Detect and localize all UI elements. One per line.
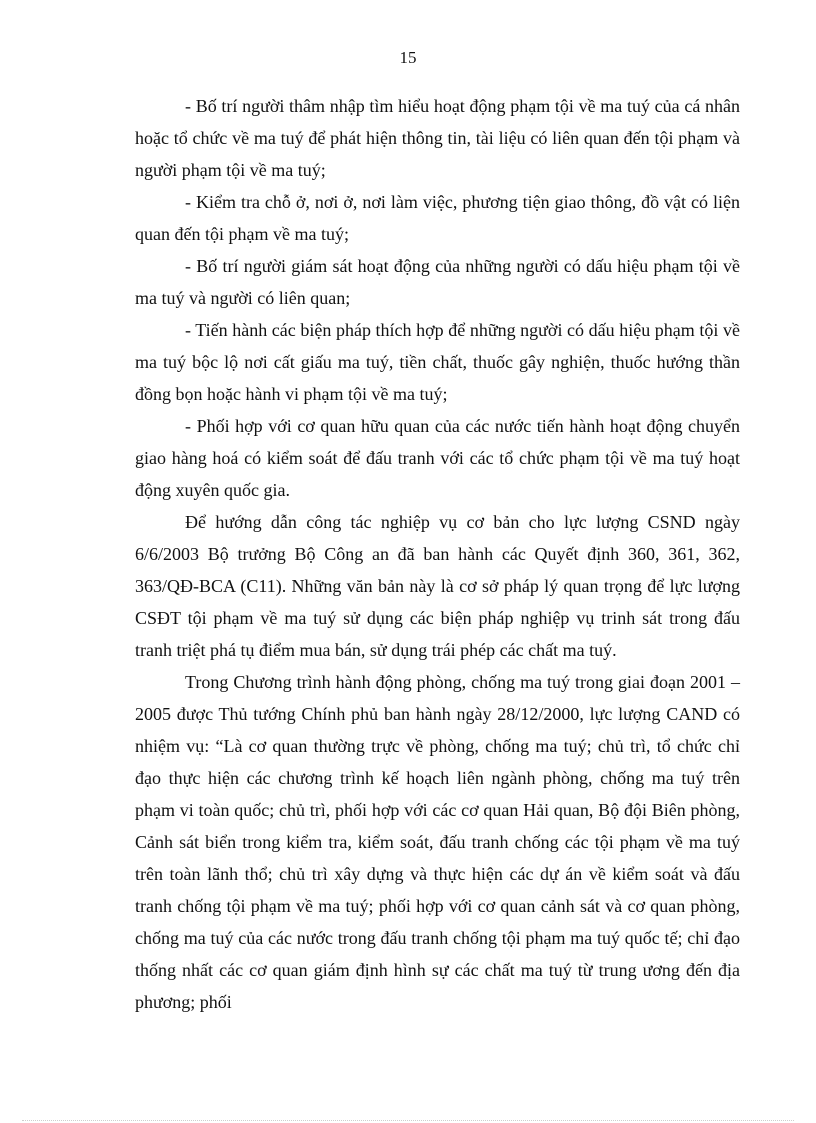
document-body [135, 90, 740, 1018]
bullet-paragraph-measures: - Tiến hành các biện pháp thích hợp để những người có dấu hiệu phạm tội về ma tuý bộc lộ nơi cất giấu ma tuý, tiền chất, thuốc gây nghiện, thuốc hướng thần đồng bọn hoặc hành vi phạm tội về ma tuý; [135, 320, 740, 404]
paragraph-guidance: Để hướng dẫn công tác nghiệp vụ cơ bản cho lực lượng CSND ngày 6/6/2003 Bộ trưởng Bộ Công an đã ban hành các Quyết định 360, 361, 362, 363/QĐ-BCA (C11). Những văn bản này là cơ sở pháp lý quan trọng để lực lượng CSĐT tội phạm về ma tuý sử dụng các biện pháp nghiệp vụ trinh sát trong đấu tranh triệt phá tụ điểm mua bán, sử dụng trái phép các chất ma tuý. [135, 512, 740, 660]
bullet-paragraph-infiltration: - Bố trí người thâm nhập tìm hiểu hoạt động phạm tội về ma tuý của cá nhân hoặc tổ chức về ma tuý để phát hiện thông tin, tài liệu có liên quan đến tội phạm và người phạm tội về ma tuý; [135, 96, 740, 180]
page-bottom-divider [22, 1120, 794, 1121]
bullet-paragraph-surveillance: - Bố trí người giám sát hoạt động của những người có dấu hiệu phạm tội về ma tuý và người có liên quan; [135, 256, 740, 308]
page-number: 15 [399, 48, 417, 67]
paragraph-action-program: Trong Chương trình hành động phòng, chống ma tuý trong giai đoạn 2001 – 2005 được Thủ tướng Chính phủ ban hành ngày 28/12/2000, lực lượng CAND có nhiệm vụ: “Là cơ quan thường trực về phòng, chống ma tuý; chủ trì, tổ chức chỉ đạo thực hiện các chương trình kế hoạch liên ngành phòng, chống ma tuý trên phạm vi toàn quốc; chủ trì, phối hợp với các cơ quan Hải quan, Bộ đội Biên phòng, Cảnh sát biển trong kiểm tra, kiểm soát, đấu tranh chống các tội phạm về ma tuý trên toàn lãnh thổ; chủ trì xây dựng và thực hiện các dự án về kiểm soát và đấu tranh chống tội phạm về ma tuý; phối hợp với cơ quan cảnh sát và cơ quan phòng, chống ma tuý của các nước trong đấu tranh chống tội phạm ma tuý quốc tế; chỉ đạo thống nhất các cơ quan giám định hình sự các chất ma tuý từ trung ương đến địa phương; phối [135, 672, 740, 1012]
bullet-paragraph-inspection: - Kiểm tra chỗ ở, nơi ở, nơi làm việc, phương tiện giao thông, đồ vật có liện quan đến tội phạm về ma tuý; [135, 192, 740, 244]
bullet-paragraph-cooperation: - Phối hợp với cơ quan hữu quan của các nước tiến hành hoạt động chuyển giao hàng hoá có kiểm soát để đấu tranh với các tổ chức phạm tội về ma tuý hoạt động xuyên quốc gia. [135, 416, 740, 500]
